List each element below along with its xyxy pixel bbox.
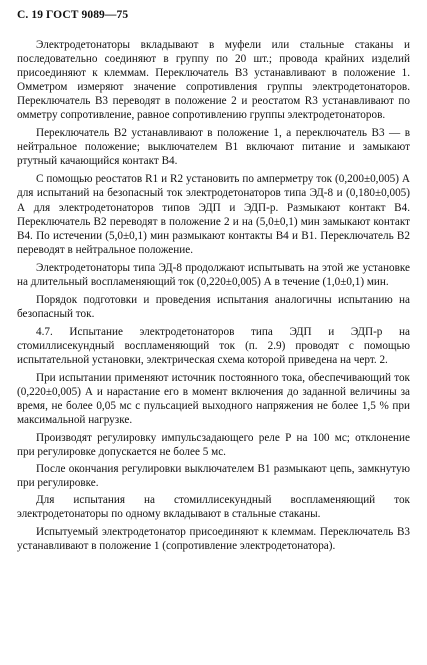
paragraph-after-adjustment: После окончания регулировки выключателем В1 размыкают цепь, замкнутую при регулировке. — [17, 463, 410, 490]
page-header: С. 19 ГОСТ 9089—75 — [17, 9, 129, 21]
paragraph-relay-adjustment: Производят регулировку импульсзадающего реле Р на 100 мс; отклонение при регулировке допускается не более 5 мс. — [17, 432, 410, 459]
paragraph-rheostat-current: С помощью реостатов R1 и R2 установить по амперметру ток (0,200±0,005) А для испытаний на безопасный ток электродетонаторов типа ЭД-8 и (0,180±0,005) А для электродетонаторов типов ЭДП и ЭДП-р. Размыкают контакт В4. Переключатель В2 переводят в положение 2 и на (5,0±0,1) мин замыкают контакт В4. По истечении (5,0±0,1) мин размыкают контакты В4 и В1. Переключатель В2 переводят в нейтральное положение. — [17, 173, 410, 256]
paragraph-ed8-long-current: Электродетонаторы типа ЭД-8 продолжают испытывать на этой же установке на длительный воспламеняющий ток (0,220±0,005) А в течение (1,0±0,1) мин. — [17, 261, 410, 288]
paragraph-section-4-7: 4.7. Испытание электродетонаторов типа ЭДП и ЭДП-р на стомиллисекундный воспламеняющий ток (п. 2.9) проводят с помощью испытательной установки, электрическая схема которой приведена на черт. 2. — [17, 325, 410, 366]
paragraph-100ms-test: Для испытания на стомиллисекундный воспламеняющий ток электродетонаторы по одному вкладывают в стальные стаканы. — [17, 494, 410, 521]
paragraph-electrodetonator-placement: Электродетонаторы вкладывают в муфели или стальные стаканы и последовательно соединяют в группу по 20 шт.; провода крайних изделий присоединяют к клеммам. Переключатель В3 устанавливают в положение 1. Омметром измеряют значение сопротивления группы электродетонаторов. Переключатель В3 переводят в положение 2 и реостатом R3 устанавливают по омметру сопротивление, равное сопротивлению группы электродетонаторов. — [17, 39, 410, 122]
body-text — [17, 38, 410, 556]
paragraph-connect-terminals: Испытуемый электродетонатор присоединяют к клеммам. Переключатель В3 устанавливают в положение 1 (сопротивление электродетонатора). — [17, 525, 410, 552]
paragraph-switch-b2: Переключатель В2 устанавливают в положение 1, а переключатель В3 — в нейтральное положение; выключателем В1 включают питание и замыкают ртутный качающийся контакт В4. — [17, 127, 410, 168]
paragraph-dc-source: При испытании применяют источник постоянного тока, обеспечивающий ток (0,220±0,005) А и нарастание его в момент включения до заданной величины за время, не более 0,05 мс с пульсацией выходного напряжения не более 1,5 % при максимальной нагрузке. — [17, 372, 410, 427]
paragraph-procedure-analogous: Порядок подготовки и проведения испытания аналогичны испытанию на безопасный ток. — [17, 293, 410, 320]
